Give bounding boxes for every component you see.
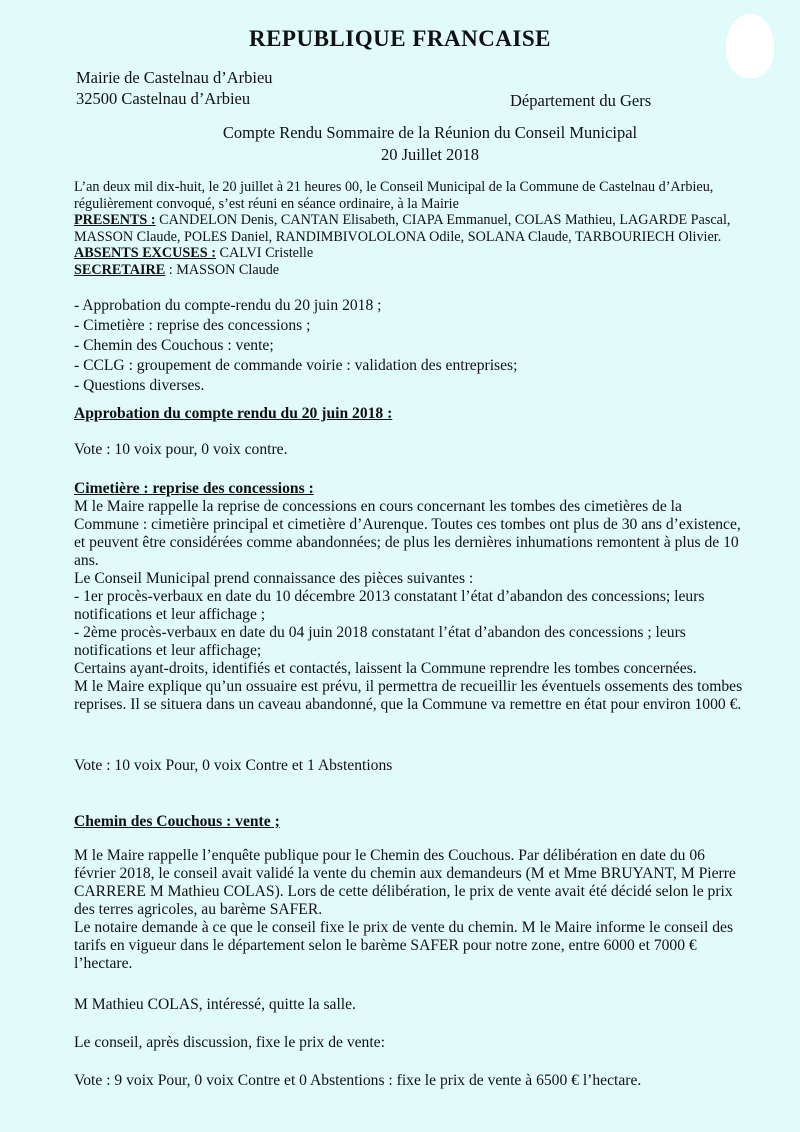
secretaire-line [74, 262, 279, 279]
presents-names-1: CANDELON Denis, CANTAN Elisabeth, CIAPA Emmanuel, COLAS Mathieu, LAGARDE Pascal, [155, 212, 731, 228]
text-line: reprises. Il se situera dans un caveau abandonné, que la Commune va remettre en état pour environ 1000 €. [74, 696, 742, 713]
presents-label: PRESENTS : [74, 212, 156, 228]
vote-chemin: Vote : 9 voix Pour, 0 voix Contre et 0 Abstentions : fixe le prix de vente à 6500 € l’hectare. [74, 1072, 642, 1089]
text-line: notifications et leur affichage; [74, 642, 262, 659]
text-line: M le Maire rappelle l’enquête publique pour le Chemin des Couchous. Par délibération en date du 06 [74, 847, 705, 864]
text-line: M le Maire explique qu’un ossuaire est prévu, il permettra de recueillir les éventuels ossements des tombes [74, 678, 743, 695]
text-line: tarifs en vigueur dans le département selon le barème SAFER pour notre zone, entre 6000 et 7000 € [74, 937, 697, 954]
section-heading-chemin: Chemin des Couchous : vente ; [74, 813, 280, 830]
agenda-item: - Chemin des Couchous : vente; [74, 337, 274, 354]
agenda-item: - CCLG : groupement de commande voirie : validation des entreprises; [74, 357, 518, 374]
mairie-address: 32500 Castelnau d’Arbieu [76, 89, 251, 108]
agenda-item: - Approbation du compte-rendu du 20 juin 2018 ; [74, 297, 382, 314]
intro-line-2: régulièrement convoqué, s’est réuni en séance ordinaire, à la Mairie [74, 196, 459, 212]
text-line: notifications et leur affichage ; [74, 606, 266, 623]
text-line: et peuvent être considérées comme abandonnées; de plus les dernières inhumations remontent à plus de 10 [74, 534, 739, 551]
section-heading-cimetiere: Cimetière : reprise des concessions : [74, 480, 314, 497]
departement: Département du Gers [510, 91, 652, 110]
report-date: 20 Juillet 2018 [380, 145, 480, 164]
vote-approbation: Vote : 10 voix pour, 0 voix contre. [74, 441, 288, 458]
text-line: M le Maire rappelle la reprise de concessions en cours concernant les tombes des cimetières de la [74, 498, 682, 515]
presents-line-2: MASSON Claude, POLES Daniel, RANDIMBIVOLOLONA Odile, SOLANA Claude, TARBOURIECH Olivier. [74, 229, 722, 245]
cimetiere-text [74, 498, 772, 714]
section-heading-approbation: Approbation du compte rendu du 20 juin 2018 : [74, 405, 393, 422]
text-line: des terres agricoles, au barème SAFER. [74, 901, 323, 918]
absents-label: ABSENTS EXCUSES : [74, 245, 216, 261]
text-line: CARRERE M Mathieu COLAS). Lors de cette délibération, le prix de vente avait été décidé selon le prix [74, 883, 733, 900]
agenda-list [74, 296, 772, 396]
text-line: - 1er procès-verbaux en date du 10 décembre 2013 constatant l’état d’abandon des concessions; leurs [74, 588, 705, 605]
text-line: février 2018, le conseil avait validé la vente du chemin aux demandeurs (M et Mme BRUYANT, M Pierre [74, 865, 736, 882]
text-line: Certains ayant-droits, identifiés et contactés, laissent la Commune reprendre les tombes concernées. [74, 660, 697, 677]
text-line: - 2ème procès-verbaux en date du 04 juin 2018 constatant l’état d’abandon des concessions ; leurs [74, 624, 686, 641]
text-line: Le Conseil Municipal prend connaissance des pièces suivantes : [74, 570, 474, 587]
colas-leaves: M Mathieu COLAS, intéressé, quitte la salle. [74, 996, 356, 1013]
report-title: Compte Rendu Sommaire de la Réunion du Conseil Municipal [222, 123, 638, 142]
secretaire-label: SECRETAIRE [74, 262, 166, 278]
absents-names: CALVI Cristelle [215, 245, 314, 261]
mairie-name: Mairie de Castelnau d’Arbieu [76, 68, 273, 87]
absents-line [74, 245, 313, 262]
vote-cimetiere: Vote : 10 voix Pour, 0 voix Contre et 1 Abstentions [74, 757, 393, 774]
agenda-item: - Cimetière : reprise des concessions ; [74, 317, 311, 334]
intro-line-1: L’an deux mil dix-huit, le 20 juillet à 21 heures 00, le Conseil Municipal de la Commune de Castelnau d’Arbieu, [74, 179, 714, 195]
text-line: ans. [74, 552, 99, 569]
agenda-item: - Questions diverses. [74, 377, 205, 394]
page-title: REPUBLIQUE FRANCAISE [248, 26, 551, 51]
chemin-text [74, 847, 772, 973]
text-line: Commune : cimetière principal et cimetière d’Aurenque. Toutes ces tombes ont plus de 30 ans d’existence, [74, 516, 741, 533]
text-line: l’hectare. [74, 955, 133, 972]
secretaire-name: : MASSON Claude [165, 262, 280, 278]
presents-line-1 [74, 212, 730, 229]
text-line: Le notaire demande à ce que le conseil fixe le prix de vente du chemin. M le Maire informe le conseil des [74, 919, 734, 936]
prix-vente-intro: Le conseil, après discussion, fixe le prix de vente: [74, 1034, 385, 1051]
